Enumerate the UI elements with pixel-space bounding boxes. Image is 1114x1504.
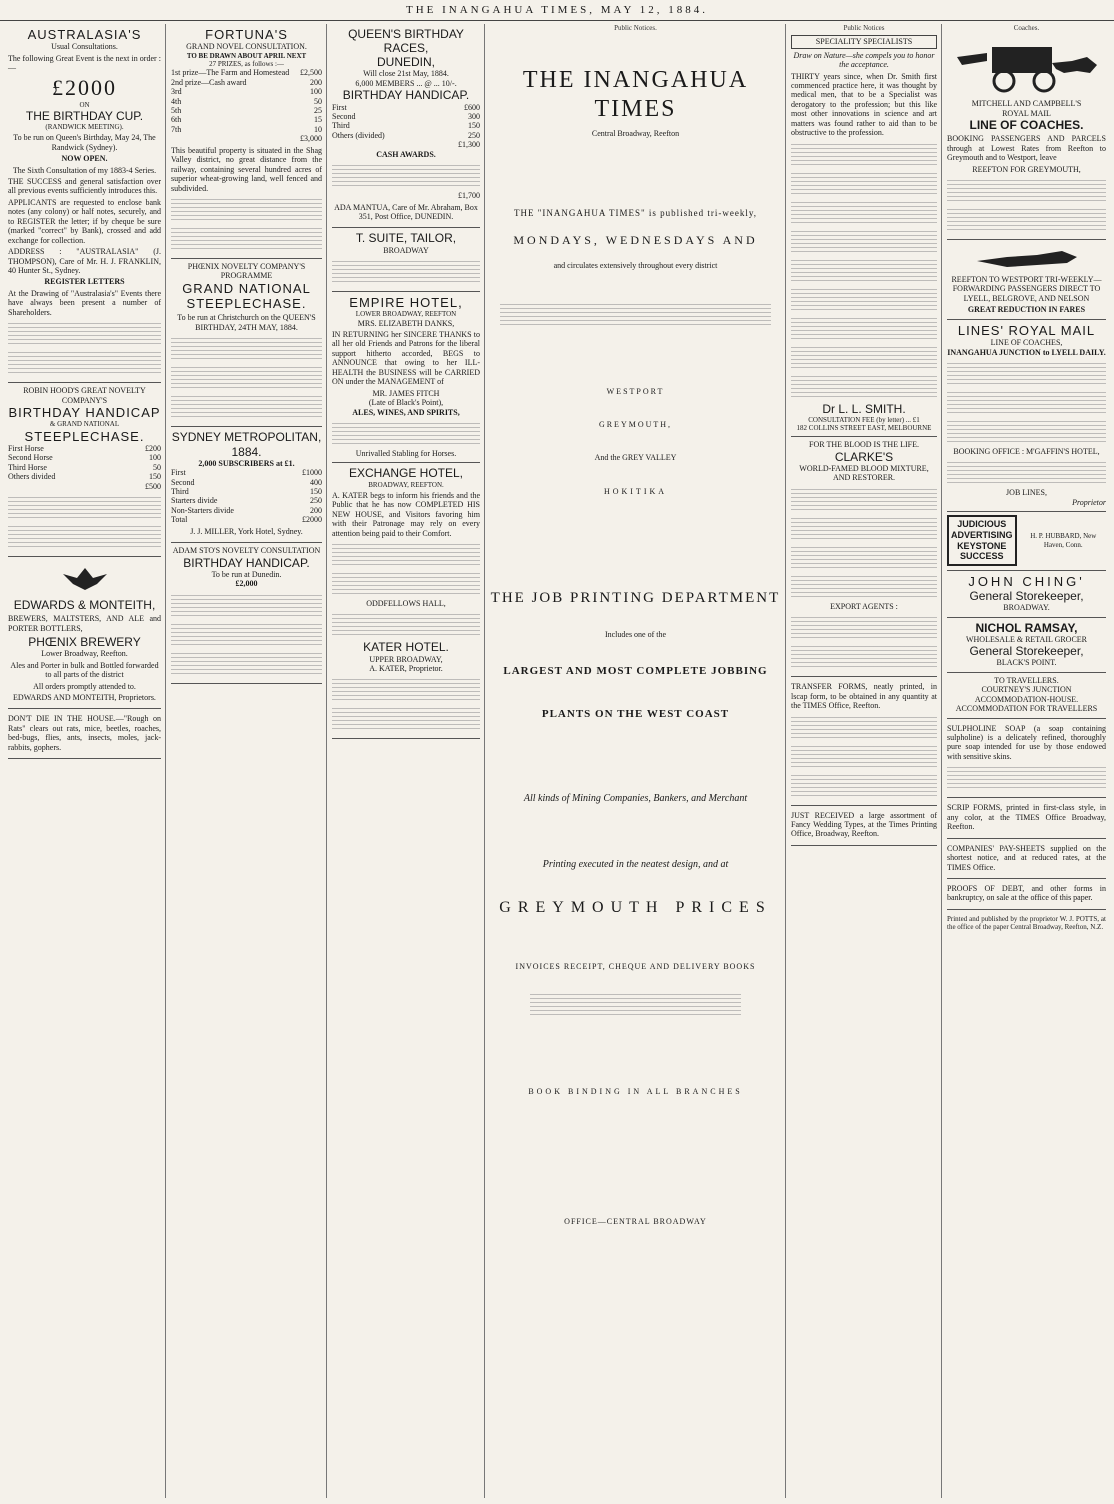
ad-intro: The following Great Event is the next in order :— [8,53,161,73]
danks: MRS. ELIZABETH DANKS, [357,318,455,328]
column-1 [4,24,166,1498]
judicious-badge: JUDICIOUS ADVERTISING KEYSTONE SUCCESS [947,515,1017,565]
text-block [332,611,480,637]
prize-row: 7th 10 [171,124,322,134]
text-block [791,573,937,599]
prize-row: First Horse £200 [8,443,161,453]
danks-body: IN RETURNING her SINCERE THANKS to all her old Friends and Patrons for the liberal support hitherto accorded, BEGS to ANNOUNCE that owing to her ILL-HEALTH the BUSINESS will be CARRIED ON under the MANAGEMENT of [332,330,480,387]
queens-title: QUEEN'S BIRTHDAY RACES, [348,27,464,56]
fee: CONSULTATION FEE (by letter) ... £1 [808,415,920,424]
consult-text: The Sixth Consultation of my 1883-4 Series. [12,165,157,175]
pub-text: THE "INANGAHUA TIMES" is published tri-weekly, [513,208,758,219]
judicious-ad [947,512,1106,570]
kater: A. KATER, Proprietor. [369,664,443,674]
fortunas-body: This beautiful property is situated in the Shag Valley district, no great distance from the railway, containing several hundred acres of superior wheat-growing land, well fenced and subdivided. [171,145,322,193]
body-2: APPLICANTS are requested to enclose bank notes (any colony) or half notes, securely, and to REGISTER the letter; if by cheque be sure (marked "correct" by Bank), crossed and add exchange for collection. [8,197,161,245]
days-text: MONDAYS, WEDNESDAYS AND [513,232,758,247]
stabling: Unrivalled Stabling for Horses. [355,448,457,458]
empire-title: EMPIRE HOTEL, [349,295,463,311]
sydney-total: Total £2000 [171,515,322,525]
ching-sub: General Storekeeper, [969,589,1084,604]
export-agents: EXPORT AGENTS : [830,601,898,611]
largest: LARGEST AND MOST COMPLETE JOBBING [503,665,768,678]
text-block [332,676,480,702]
phoenix-run: To be run at Christchurch on the QUEEN'S BIRTHDAY, 24TH MAY, 1884. [177,313,316,332]
just-text: JUST RECEIVED a large assortment of Fancy Wedding Types, at the Times Printing Office, Broadway, Reefton. [791,810,937,839]
companies-ad [947,839,1106,879]
sydney-row: Second 400 [171,477,322,487]
line-of-coaches: LINE OF COACHES. [969,118,1084,133]
column-2 [167,24,327,1498]
proofs: PROOFS OF DEBT, and other forms in bankruptcy, on sale at the office of this paper. [947,883,1106,903]
address: ADDRESS : "AUSTRALASIA" (J. THOMPSON), Care of Mr. H. J. FRANKLIN, 40 Hunter St., Sydney. [8,247,161,275]
brewers: BREWERS, MALTSTERS, AND ALE and PORTER BOTTLERS, [8,614,161,633]
on-text: ON [79,100,90,109]
text-block [791,344,937,370]
text-block [171,592,322,618]
smith-address: 182 COLLINS STREET EAST, MELBOURNE [796,424,932,433]
blood-title: FOR THE BLOOD IS THE LIFE. [809,440,919,450]
fitch-sub: (Late of Black's Point), [368,398,444,408]
spec-draw: Draw on Nature—she compels you to honor the acceptance. [793,50,935,70]
text-block [947,177,1106,203]
scrip: SCRIP FORMS, printed in first-class style, in any color, at the TIMES Office Broadway, Reefton. [947,803,1106,832]
column-label: Coaches. [1013,24,1040,32]
prize-row: 4th 50 [171,96,322,106]
draw-text: TO BE DRAWN ABOUT APRIL NEXT [186,51,307,60]
proprietor: Proprietor [1072,497,1106,507]
text-block [947,418,1106,444]
column-label: Public Notices [843,24,885,32]
blacks-point: BLACK'S POINT. [996,658,1057,668]
ramsay-ad [947,618,1106,673]
exchange-loc: BROADWAY, REEFTON. [368,480,444,489]
companies: COMPANIES' PAY-SHEETS supplied on the shortest notice, and at reduced rates, at the TIMES Office. [947,843,1106,872]
prize-row: Second Horse 100 [8,453,161,463]
imprint [947,910,1106,932]
text-block [791,286,937,312]
clarke-ad [791,437,937,677]
text-block [791,515,937,541]
tailor-ad [332,228,480,292]
mining: All kinds of Mining Companies, Bankers, and Merchant [523,793,748,805]
empire-loc: LOWER BROADWAY, REEFTON [355,310,457,319]
transfer-text: TRANSFER FORMS, neatly printed, in lscap form, to be obtained in any quantity at the TIMES Office, Reefton. [791,682,937,711]
text-block [171,335,322,361]
phoenix-ad [171,259,322,427]
hubbard: H. P. HUBBARD, New Haven, Conn. [1030,532,1097,549]
sydney-ad [171,427,322,543]
prize-row: 5th 25 [171,106,322,116]
prizes-head: 27 PRIZES, as follows :— [209,60,284,69]
prize-row: 6th 15 [171,115,322,125]
general-store: General Storekeeper, [969,644,1084,659]
text-block [332,541,480,567]
accom: ACCOMMODATION FOR TRAVELLERS [955,704,1098,714]
text-block [791,544,937,570]
upper: UPPER BROADWAY, [369,654,443,664]
smith: Dr L. L. SMITH. [822,401,906,416]
register-letters: REGISTER LETTERS [44,277,125,287]
prize-row: 2nd prize—Cash award 200 [171,77,322,87]
prize-row: Third Horse 50 [8,462,161,472]
close-date: Will close 21st May, 1884. [363,69,449,79]
westport-ad [947,240,1106,320]
job-dept: THE JOB PRINTING DEPARTMENT [490,590,781,607]
sydney-title: SYDNEY METROPOLITAN, 1884. [171,430,322,459]
reduction: GREAT REDUCTION IN FARES [967,305,1086,315]
prize-row: Others divided 150 [8,472,161,482]
booking-office: BOOKING OFFICE : M'GAFFIN'S HOTEL, [953,446,1100,456]
text-block [500,301,771,327]
adam-title: ADAM STO'S NOVELTY CONSULTATION [172,546,321,556]
text-block [530,991,741,1017]
phoenix-title: PHŒNIX NOVELTY COMPANY'S PROGRAMME [187,261,306,281]
ad-title: AUSTRALASIA'S [27,27,142,42]
text-block [171,225,322,251]
job-lines: JOB LINES, [1006,488,1047,498]
text-block [947,360,1106,386]
subscribers: 2,000 SUBSCRIBERS at £1. [198,458,295,468]
text-block [791,486,937,512]
adam-amount: £2,000 [235,579,258,589]
dunedin-title: DUNEDIN, [376,55,435,70]
plants: PLANTS ON THE WEST COAST [541,708,730,721]
text-block [8,349,161,375]
text-block [791,228,937,254]
scrip-ad [947,798,1106,838]
text-block [332,162,480,188]
text-block [791,714,937,740]
text-block [332,570,480,596]
oddfellows: ODDFELLOWS HALL, [366,599,446,609]
prize-total: £500 [145,481,161,491]
clarke: CLARKE'S [834,449,894,464]
prize-row: 3rd 100 [171,87,322,97]
greymouth-prices: GREYMOUTH PRICES [499,898,772,916]
text-block [332,420,480,446]
edwards-ad [8,557,161,709]
includes: Includes one of the [604,629,667,639]
text-block [947,389,1106,415]
invoices: INVOICES RECEIPT, CHEQUE AND DELIVERY BOOKS [515,961,756,971]
text-block [791,743,937,769]
sydney-row: Starters divide 250 [171,496,322,506]
ales-text: Ales and Porter in bulk and Bottled forwarded to all parts of the district [10,660,159,680]
ching: JOHN CHING' [968,573,1085,589]
stagecoach-icon [952,39,1102,95]
paper-title: THE INANGAHUA TIMES [522,67,749,122]
bh-title: BIRTHDAY HANDICAP. [183,555,310,570]
miller: J. J. MILLER, York Hotel, Sydney. [190,526,303,536]
wholesale: WHOLESALE & RETAIL GROCER [965,634,1088,644]
text-block [791,772,937,798]
circ-text: and circulates extensively throughout every district [553,261,718,271]
cash-total: £1,700 [458,191,480,201]
robin-hood-ad [8,383,161,557]
bh-run: To be run at Dunedin. [211,569,282,579]
sydney-row: Non-Starters divide 200 [171,505,322,515]
prize-row: Third 150 [332,121,480,131]
horse-icon [967,247,1087,271]
rough-text: DON'T DIE IN THE HOUSE.—"Rough on Rats" clears out rats, mice, beetles, roaches, bed-bugs, flies, ants, insects, moles, jack-rabbits, gophers. [8,714,161,752]
prize-total: £3,000 [300,134,322,144]
body-3: At the Drawing of "Australasia's" Events there have always been present a number of Shareholders. [8,288,161,317]
body-1: THE SUCCESS and general satisfaction over all previous events sufficiently introduces this. [8,177,161,196]
just-received-ad [791,806,937,846]
ada-address: ADA MANTUA, Care of Mr. Abraham, Box 351, Post Office, DUNEDIN. [334,202,478,221]
prize-row: Second 300 [332,111,480,121]
tailor-title: T. SUITE, TAILOR, [355,231,457,246]
courtney: COURTNEY'S JUNCTION ACCOMMODATION-HOUSE. [974,685,1079,704]
text-block [791,373,937,399]
exchange-ad [332,463,480,739]
sulpholine-ad [947,719,1106,799]
text-block [332,258,480,284]
text-block [8,523,161,549]
prize-row: First £600 [332,102,480,112]
ad-subtitle: Usual Consultations. [51,42,118,52]
booking: BOOKING PASSENGERS AND PARCELS through at Lowest Rates from Reefton to Greymouth and to Westport, leave [947,134,1106,163]
ching-ad [947,571,1106,618]
prize-amount: £2000 [52,74,117,100]
mitchell-ad [947,32,1106,240]
specialists-ad [791,32,937,437]
text-block [791,199,937,225]
fortunas-ad [171,24,322,259]
text-block [171,650,322,676]
members: 6,000 MEMBERS ... @ ... 10/-. [355,78,457,88]
text-block [8,320,161,346]
text-block [791,257,937,283]
text-block [171,621,322,647]
proofs-ad [947,879,1106,910]
royal-mail: ROYAL MAIL [1002,108,1051,118]
text-block [791,141,937,167]
text-block [171,393,322,419]
lower-broadway: Lower Broadway, Reefton. [41,649,128,659]
text-block [791,643,937,669]
greymouth: GREYMOUTH, [598,419,673,429]
rough-on-rats-ad [8,709,161,759]
sulpholine: SULPHOLINE SOAP (a soap containing sulpholine) is a delicately refined, thoroughly pure soap intended for use by those endowed with sensitive skins. [947,723,1106,761]
printing: Printing executed in the neatest design, and at [542,859,729,871]
ramsay: NICHOL RAMSAY, [975,620,1078,635]
run-text: To be run on Queen's Birthday, May 24, The Randwick (Sydney). [13,133,156,152]
text-block [171,196,322,222]
westport: WESTPORT [606,386,665,396]
text-block [791,170,937,196]
office-footer: OFFICE—CENTRAL BROADWAY [564,1216,707,1226]
lines-ad [947,320,1106,513]
kater-body: A. KATER begs to inform his friends and the Public that he has now COMPLETED HIS NEW HOUSE, and Visitors favoring him with their Patronage may rely on every attention being paid to their Comfort. [332,490,480,538]
empire-ad [332,292,480,463]
text-block [791,614,937,640]
prize-total: £1,300 [458,140,480,150]
westport-text: REEFTON TO WESTPORT TRI-WEEKLY—FORWARDING PASSENGERS DIRECT TO LYELL, BELGROVE, AND NELSON [951,275,1102,303]
column-4 [486,24,786,1498]
kater-hotel: KATER HOTEL. [363,640,449,655]
text-block [947,206,1106,232]
column-3 [328,24,485,1498]
hokitika: HOKITIKA [603,486,668,496]
column-label: Public Notices. [614,24,657,32]
mixture: WORLD-FAMED BLOOD MIXTURE, AND RESTORER. [799,463,929,483]
text-block [8,494,161,520]
cup-title: THE BIRTHDAY CUP. [25,108,144,123]
national-title: & GRAND NATIONAL [49,420,120,429]
now-open: NOW OPEN. [61,154,108,164]
prize-row: 1st prize—The Farm and Homestead £2,500 [171,68,322,78]
spec-title: SPECIALITY SPECIALISTS [791,35,937,48]
edwards-sign: EDWARDS AND MONTEITH, Proprietors. [13,693,156,703]
column-5 [787,24,942,1498]
text-block [332,705,480,731]
text-block [947,459,1106,485]
fitch: MR. JAMES FITCH [372,388,440,398]
grey-valley: And the GREY VALLEY [594,453,677,463]
eagle-crest-icon [55,564,115,594]
orders-text: All orders promptly attended to. [33,681,136,691]
fortunas-title: FORTUNA'S [205,27,288,42]
bh-title: BIRTHDAY HANDICAP. [342,88,470,103]
text-block [947,764,1106,790]
robin-title: ROBIN HOOD'S GREAT NOVELTY COMPANY'S [23,386,146,405]
ales: ALES, WINES, AND SPIRITS, [352,407,460,417]
column-6 [943,24,1110,1498]
sydney-row: Third 150 [171,486,322,496]
transfer-ad [791,677,937,805]
junction: INANGAHUA JUNCTION to LYELL DAILY. [947,347,1106,357]
meeting: (RANDWICK MEETING). [45,123,124,131]
office-loc: Central Broadway, Reefton [591,128,680,138]
book-binding: BOOK BINDING IN ALL BRANCHES [528,1087,743,1097]
exchange-title: EXCHANGE HOTEL, [348,466,464,481]
printed: Printed and published by the proprietor W. J. POTTS, at the office of the paper Central Broadway, Reefton, N.Z. [947,914,1106,932]
lines-sub: LINE OF COACHES, [990,338,1063,348]
queens-ad [332,24,480,228]
sydney-row: First £1000 [171,468,322,478]
text-block [171,364,322,390]
prize-row: Others (divided) 250 [332,130,480,140]
steeplechase: STEEPLECHASE. [186,296,307,312]
grand-national: GRAND NATIONAL [182,280,311,296]
birthday-title: BIRTHDAY HANDICAP [8,405,161,420]
australasia-ad [8,24,161,383]
masthead: THE INANGAHUA TIMES, MAY 12, 1884. [0,0,1114,21]
ching-loc: BROADWAY. [1003,603,1050,613]
edwards-title: EDWARDS & MONTEITH, [13,598,156,613]
reefton-greymouth: REEFTON FOR GREYMOUTH, [972,164,1081,174]
spec-body: THIRTY years since, when Dr. Smith first commenced practice here, it was thought by medical men, that to be a Specialist was derogatory to the profession; but this like most other innovations in science and art matters was found rather to aid than to be obstructive to the profession. [791,71,937,138]
tailor-loc: BROADWAY [383,245,429,255]
courtney-ad [947,673,1106,719]
travellers: TO TRAVELLERS. [994,675,1059,685]
text-block [791,315,937,341]
adam-ad [171,543,322,683]
cash-awards: CASH AWARDS. [376,149,436,159]
mitchell: MITCHELL AND CAMPBELL'S [971,99,1082,109]
lines-title: LINES' ROYAL MAIL [957,322,1096,338]
grand-consult: GRAND NOVEL CONSULTATION. [186,42,307,52]
phoenix-brewery: PHŒNIX BREWERY [28,635,141,650]
steeple-title: STEEPLECHASE. [24,428,145,444]
